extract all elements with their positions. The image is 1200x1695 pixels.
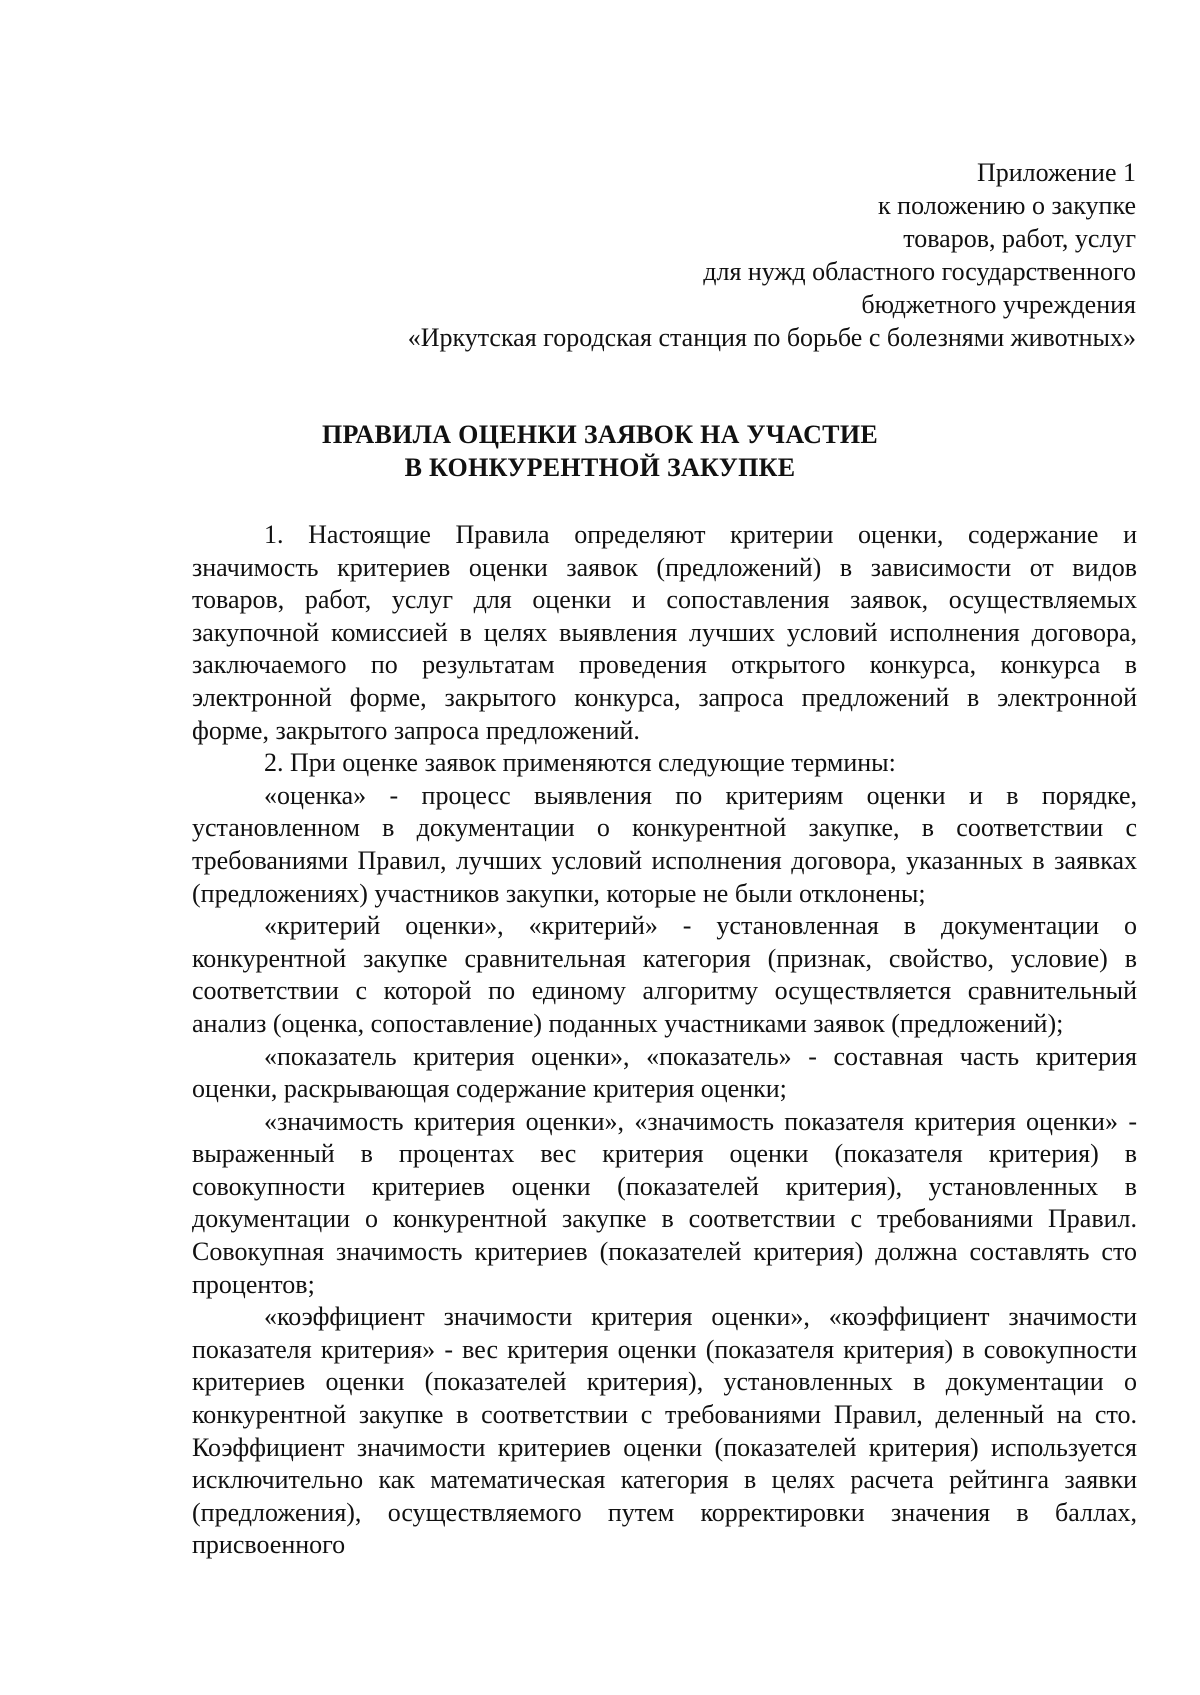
appendix-line: товаров, работ, услуг	[903, 224, 1136, 253]
appendix-header	[236, 156, 1136, 354]
appendix-line: «Иркутская городская станция по борьбе с болезнями животных»	[407, 323, 1136, 352]
term-definition: «значимость критерия оценки», «значимость показателя критерия оценки» - выраженный в процентах вес критерия оценки (показателя критерия) в совокупности критериев оценки (показателей критерия), установленных в документации о конкурентной закупке в соответствии с требованиями Правил. Совокупная значимость критериев (показателей критерия) должна составлять сто процентов;	[192, 1106, 1137, 1299]
paragraph-1: 1. Настоящие Правила определяют критерии оценки, содержание и значимость критериев оценки заявок (предложений) в зависимости от видов товаров, работ, услуг для оценки и сопоставления заявок, осуществляемых закупочной комиссией в целях выявления лучших условий исполнения договора, заключаемого по результатам проведения открытого конкурса, конкурса в электронной форме, закрытого конкурса, запроса предложений в электронной форме, закрытого запроса предложений.	[192, 520, 1137, 745]
term-definition: «оценка» - процесс выявления по критериям оценки и в порядке, установленном в документации о конкурентной закупке, в соответствии с требованиями Правил, лучших условий исполнения договора, указанных в заявках (предложениях) участников закупки, которые не были отклонены;	[192, 780, 1137, 908]
paragraph-2: 2. При оценке заявок применяются следующие термины:	[264, 748, 896, 778]
appendix-line: бюджетного учреждения	[861, 290, 1136, 319]
document-body	[192, 519, 1137, 1562]
term-definition: «показатель критерия оценки», «показатель» - составная часть критерия оценки, раскрывающая содержание критерия оценки;	[192, 1041, 1137, 1104]
term-definition: «коэффициент значимости критерия оценки», «коэффициент значимости показателя критерия» - вес критерия оценки (показателя критерия) в совокупности критериев оценки (показателей критерия), установленных в документации о конкурентной закупке в соответствии с требованиями Правил, деленный на сто. Коэффициент значимости критериев оценки (показателей критерия) используется исключительно как математическая категория в целях расчета рейтинга заявки (предложения), осуществляемого путем корректировки значения в баллах, присвоенного	[192, 1302, 1137, 1560]
appendix-line: для нужд областного государственного	[703, 257, 1136, 286]
appendix-line: к положению о закупке	[878, 191, 1136, 220]
title-line-2: В КОНКУРЕНТНОЙ ЗАКУПКЕ	[404, 453, 796, 482]
title-line-1: ПРАВИЛА ОЦЕНКИ ЗАЯВОК НА УЧАСТИЕ	[322, 420, 878, 449]
term-definition: «критерий оценки», «критерий» - установленная в документации о конкурентной закупке сравнительная категория (признак, свойство, условие) в соответствии с которой по единому алгоритму осуществляется сравнительный анализ (оценка, сопоставление) поданных участниками заявок (предложений);	[192, 911, 1137, 1038]
appendix-line: Приложение 1	[976, 158, 1136, 187]
document-title	[0, 418, 1200, 484]
